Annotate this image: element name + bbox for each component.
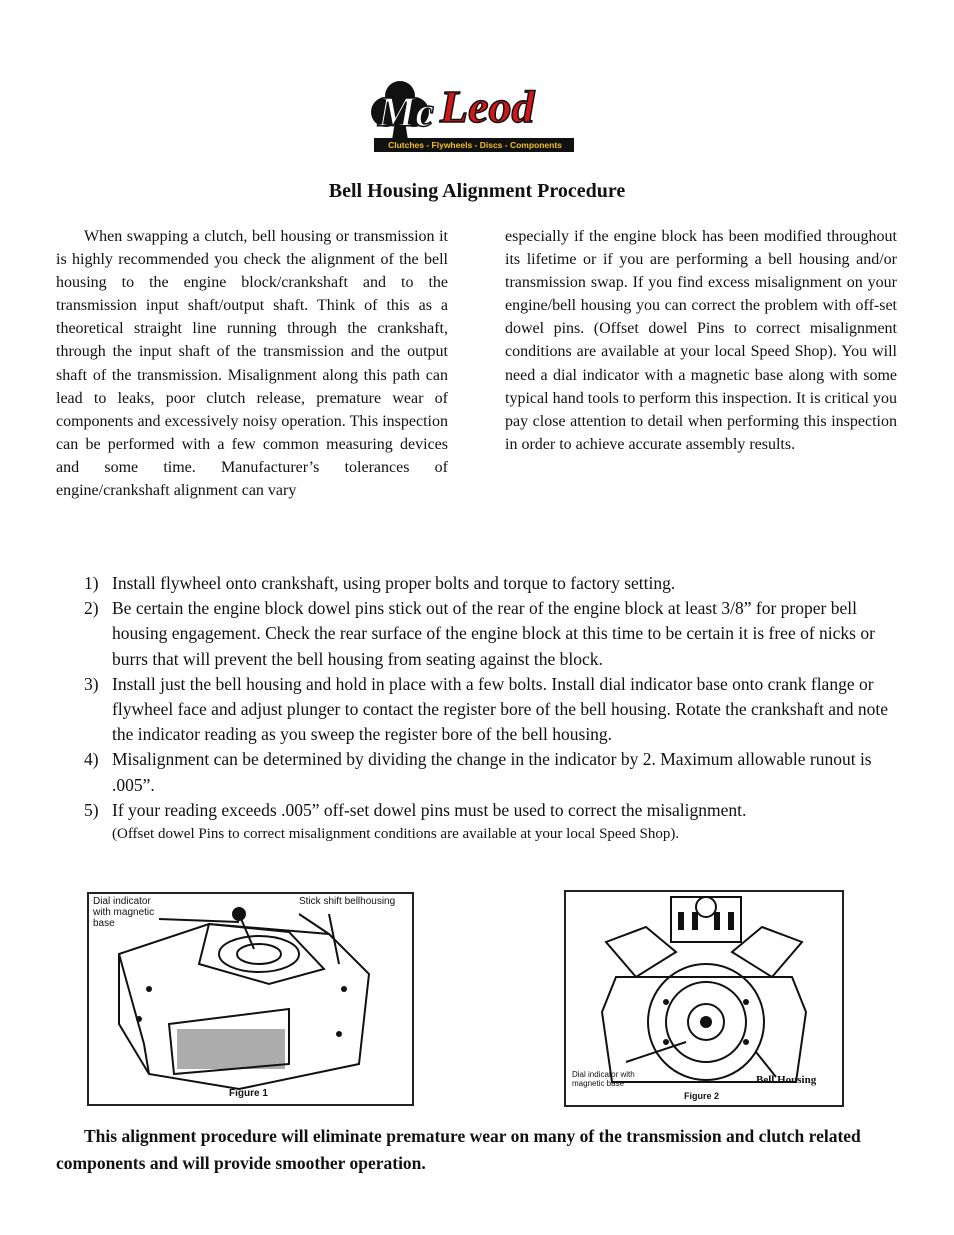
page-title: Bell Housing Alignment Procedure — [328, 180, 626, 202]
step-number: 3) — [84, 673, 99, 694]
step-number: 5) — [84, 799, 99, 820]
step-item — [80, 596, 910, 672]
mcleod-logo — [362, 60, 598, 158]
figure-2-callout-bell-housing: Bell Housing — [756, 1074, 817, 1086]
conclusion-text: This alignment procedure will eliminate premature wear on many of the transmission and clutch related components and will provide smoother operation. — [56, 1126, 861, 1173]
step-text: If your reading exceeds .005” off-set dowel pins must be used to correct the misalignment. — [112, 799, 747, 820]
step-number: 1) — [84, 573, 99, 593]
figure-1-caption: Figure 1 — [229, 1088, 268, 1099]
figure-1-callout-bellhousing: Stick shift bellhousing — [299, 896, 396, 907]
logo-brand-text: Leod — [440, 81, 535, 132]
step-text: Misalignment can be determined by dividing the change in the indicator by 2. Maximum allowable runout is .005”. — [112, 749, 872, 795]
figure-2-caption: Figure 2 — [684, 1091, 720, 1101]
step-item — [80, 672, 910, 748]
logo-tagline: Clutches - Flywheels - Discs - Components — [388, 140, 562, 150]
step-note: (Offset dowel Pins to correct misalignment conditions are available at your local Speed Shop). — [112, 826, 680, 843]
intro-right-column: especially if the engine block has been modified throughout its lifetime or if you are performing a bell housing and/or transmission swap. If you find excess misalignment on your engine/bell housing you can correct the problem with off-set dowel pins. (Offset dowel Pins to correct misalignment conditions are available at your local Speed Shop). You will need a dial indicator with a magnetic base along with some typical hand tools to perform this inspection. It is critical you pay close attention to detail when performing this inspection in order to achieve accurate assembly results. — [505, 228, 897, 453]
step-number: 2) — [84, 598, 99, 619]
figure-1 — [87, 892, 414, 1106]
intro-left-column: When swapping a clutch, bell housing or transmission it is highly recommended you check the alignment of the bell housing to the engine block/crankshaft and to the transmission input shaft/output shaft. Think of this as a theoretical straight line running through the crankshaft, through the input shaft of the transmission and the output shaft of the transmission. Misalignment along this path can lead to leaks, poor clutch release, premature wear of components and excessively noisy operation. This inspection can be performed with a few common measuring devices and some time. Manufacturer’s tolerances of engine/crankshaft alignment can vary — [56, 228, 448, 500]
figure-1-callout-dial-indicator: Dial indicator with magnetic base — [93, 896, 155, 929]
procedure-steps — [80, 571, 910, 845]
svg-text:Mc: Mc — [378, 90, 434, 136]
step-item — [80, 747, 910, 797]
step-text: Install just the bell housing and hold in place with a few bolts. Install dial indicator base onto crank flange or flywheel face and adjust plunger to contact the register bore of the bell housing. Rotate the crankshaft and note the indicator reading as you sweep the register bore of the bell housing. — [112, 673, 889, 745]
step-number: 4) — [84, 749, 99, 770]
figure-2 — [564, 890, 844, 1107]
step-item — [80, 798, 910, 845]
step-text: Install flywheel onto crankshaft, using proper bolts and torque to factory setting. — [112, 573, 676, 593]
step-text: Be certain the engine block dowel pins stick out of the rear of the engine block at least 3/8” for proper bell housing engagement. Check the rear surface of the engine block at this time to be certain it is free of nicks or burrs that will prevent the bell housing from seating against the block. — [112, 598, 875, 669]
figure-2-callout-dial-indicator: Dial indicator with magnetic base — [572, 1070, 635, 1088]
step-item — [80, 571, 910, 596]
